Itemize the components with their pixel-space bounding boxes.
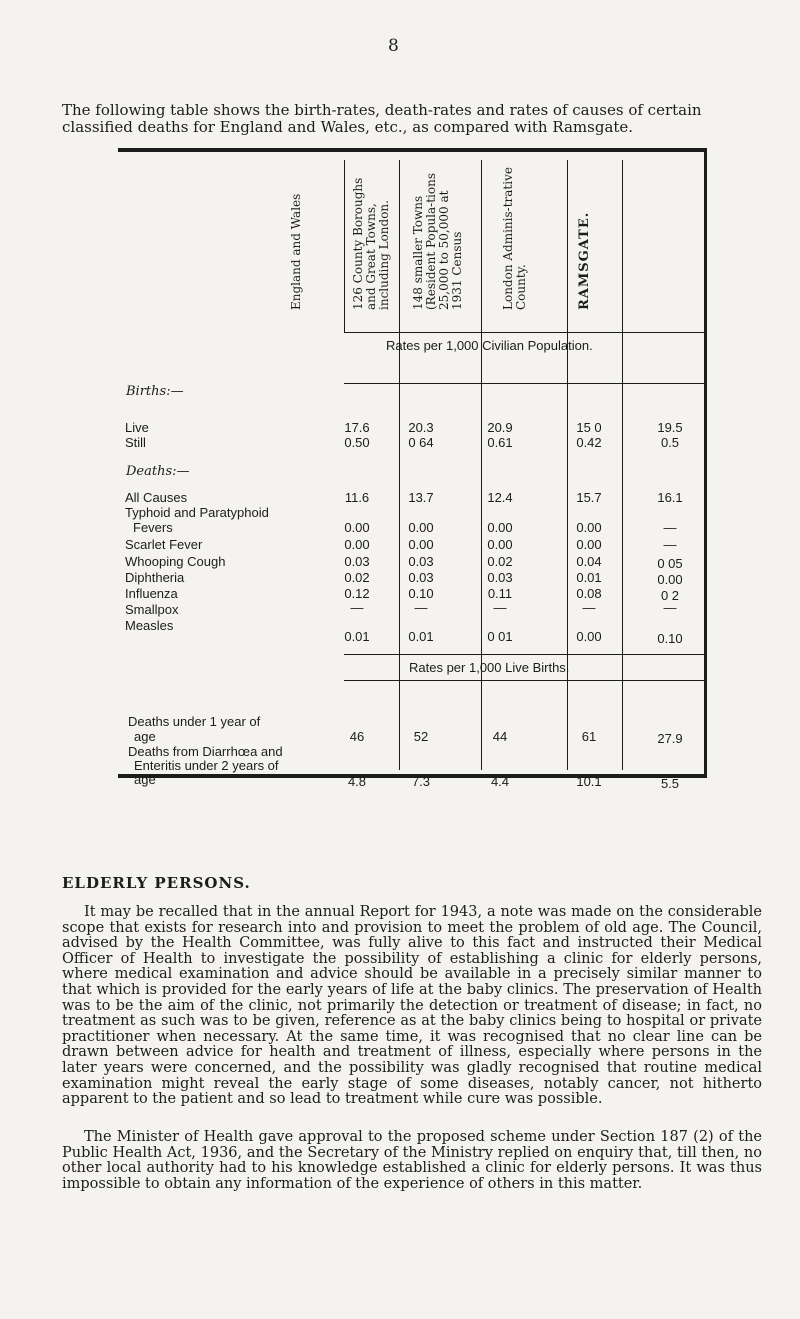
cell-value: 0 64	[408, 435, 434, 450]
row-label: Smallpox	[125, 602, 179, 617]
cell-value: 52	[413, 729, 429, 744]
cell-value: 0.42	[576, 435, 602, 450]
section-divider	[344, 383, 704, 384]
cell-value: 0.02	[344, 570, 370, 585]
cell-value: 0.10	[657, 631, 683, 646]
cell-value: 0.00	[344, 537, 370, 552]
cell-value: 11.6	[344, 490, 370, 505]
row-label: All Causes	[125, 490, 188, 505]
col-divider	[567, 160, 568, 770]
cell-value: 0.50	[344, 435, 370, 450]
column-header-england-wales: England and Wales	[289, 193, 303, 310]
cell-value: 17.6	[344, 420, 370, 435]
cell-value: 0.01	[576, 570, 602, 585]
cell-value: 16.1	[657, 490, 683, 505]
cell-value: 0.03	[487, 570, 513, 585]
cell-value: 61	[581, 729, 597, 744]
cell-value: 15.7	[576, 490, 602, 505]
cell-value: 0 2	[660, 588, 680, 603]
column-header-smaller-towns: 148 smaller Towns (Resident Popula-tions 25,000 to 50,000 at 1931 Census	[411, 172, 464, 310]
row-label: Live	[125, 420, 149, 435]
cell-value: —	[350, 600, 364, 615]
cell-value: 4.8	[347, 774, 367, 789]
cell-value: 0.00	[408, 537, 434, 552]
row-label: Still	[125, 435, 146, 450]
row-label: Scarlet Fever	[125, 537, 203, 552]
cell-value: 20.3	[408, 420, 434, 435]
cell-value: 5.5	[660, 776, 680, 791]
row-label: Deaths under 1 year of	[128, 714, 261, 729]
cell-value: 27.9	[657, 731, 683, 746]
cell-value: 12.4	[487, 490, 513, 505]
cell-value: 0.03	[344, 554, 370, 569]
cell-value: —	[663, 537, 677, 552]
cell-value: 0.00	[576, 520, 602, 535]
cell-value: 0.00	[576, 629, 602, 644]
col-divider	[481, 160, 482, 770]
cell-value: 0.11	[487, 586, 513, 601]
cell-value: 13.7	[408, 490, 434, 505]
cell-value: —	[663, 520, 677, 535]
cell-value: 19.5	[657, 420, 683, 435]
cell-value: 0.10	[408, 586, 434, 601]
row-label: Influenza	[125, 586, 178, 601]
cell-value: 0.08	[576, 586, 602, 601]
row-label-continued: age	[134, 729, 156, 744]
cell-value: 0.00	[408, 520, 434, 535]
cell-value: 15 0	[576, 420, 602, 435]
cell-value: 0.03	[408, 554, 434, 569]
section-heading: ELDERLY PERSONS.	[62, 874, 251, 892]
cell-value: 0.03	[408, 570, 434, 585]
row-label-continued: Enteritis under 2 years of	[134, 758, 279, 773]
cell-value: 0.00	[657, 572, 683, 587]
cell-value: 44	[492, 729, 508, 744]
section-divider	[344, 680, 704, 681]
cell-value: 4.4	[490, 774, 510, 789]
cell-value: 0.00	[576, 537, 602, 552]
column-header-county-boroughs: 126 County Boroughs and Great Towns, including London.	[351, 177, 391, 310]
section-divider	[344, 654, 704, 655]
column-header-london: London Adminis-trative County.	[501, 167, 528, 310]
row-label: Measles	[125, 618, 174, 633]
cell-value: 0.00	[344, 520, 370, 535]
cell-value: 0.01	[408, 629, 434, 644]
cell-value: 0.04	[576, 554, 602, 569]
section-title-population: Rates per 1,000 Civilian Population.	[386, 338, 593, 353]
cell-value: 7.3	[411, 774, 431, 789]
cell-value: 0.01	[344, 629, 370, 644]
column-header-ramsgate: RAMSGATE.	[577, 211, 592, 310]
cell-value: 0.02	[487, 554, 513, 569]
cell-value: 0.00	[487, 520, 513, 535]
cell-value: 0.5	[660, 435, 680, 450]
row-label-continued: Fevers	[133, 520, 173, 535]
cell-value: —	[414, 600, 428, 615]
cell-value: 0 05	[657, 556, 683, 571]
row-label-continued: age	[134, 772, 156, 787]
cell-value: —	[582, 600, 596, 615]
births-group-label: Births:—	[126, 384, 184, 399]
row-label: Whooping Cough	[125, 554, 226, 569]
section-divider	[344, 332, 704, 333]
deaths-group-label: Deaths:—	[126, 464, 190, 479]
cell-value: —	[663, 600, 677, 615]
cell-value: 0.00	[487, 537, 513, 552]
cell-value: 0.12	[344, 586, 370, 601]
row-label: Typhoid and Paratyphoid	[125, 505, 269, 520]
cell-value: 0 01	[487, 629, 513, 644]
paragraph: The Minister of Health gave approval to the proposed scheme under Section 187 (2) of the Public Health Act, 1936, and the Secretary of the Ministry replied on enquiry that, till then, no other local authority had to his knowledge established a clinic for elderly persons. It was thus impossible to obtain any information of the experience of others in this matter.	[62, 1129, 762, 1192]
cell-value: 10.1	[576, 774, 602, 789]
intro-text: The following table shows the birth-rates, death-rates and rates of causes of certain classified deaths for England and Wales, etc., as compared with Ramsgate.	[62, 101, 702, 136]
paragraph: It may be recalled that in the annual Report for 1943, a note was made on the considerable scope that exists for research into and provision to meet the problem of old age. The Council, advised by the Health Committee, was fully alive to this fact and instructed their Medical Officer of Health to investigate the possibility of establishing a clinic for elderly persons, where medical examination and advice should be available in a precisely similar manner to that which is provided for the early years of life at the baby clinics. The preservation of Health was to be the aim of the clinic, not primarily the detection or treatment of disease; in fact, no treatment as such was to be given, reference as at the baby clinics being to hospital or private practitioner when necessary. At the same time, it was recognised that no clear line can be drawn between advice for health and treatment of illness, especially where persons in the later years were concerned, and the possibility was gladly recognised that routine medical examination might reveal the early stage of some diseases, notably cancer, not hitherto apparent to the patient and so lead to treatment while cure was possible.	[62, 904, 762, 1108]
row-label: Diphtheria	[125, 570, 185, 585]
page-number: 8	[388, 36, 399, 56]
cell-value: 46	[349, 729, 365, 744]
row-label: Deaths from Diarrhœa and	[128, 744, 283, 759]
cell-value: —	[493, 600, 507, 615]
cell-value: 0.61	[487, 435, 513, 450]
section-title-live-births: Rates per 1,000 Live Births.	[409, 660, 570, 675]
cell-value: 20.9	[487, 420, 513, 435]
